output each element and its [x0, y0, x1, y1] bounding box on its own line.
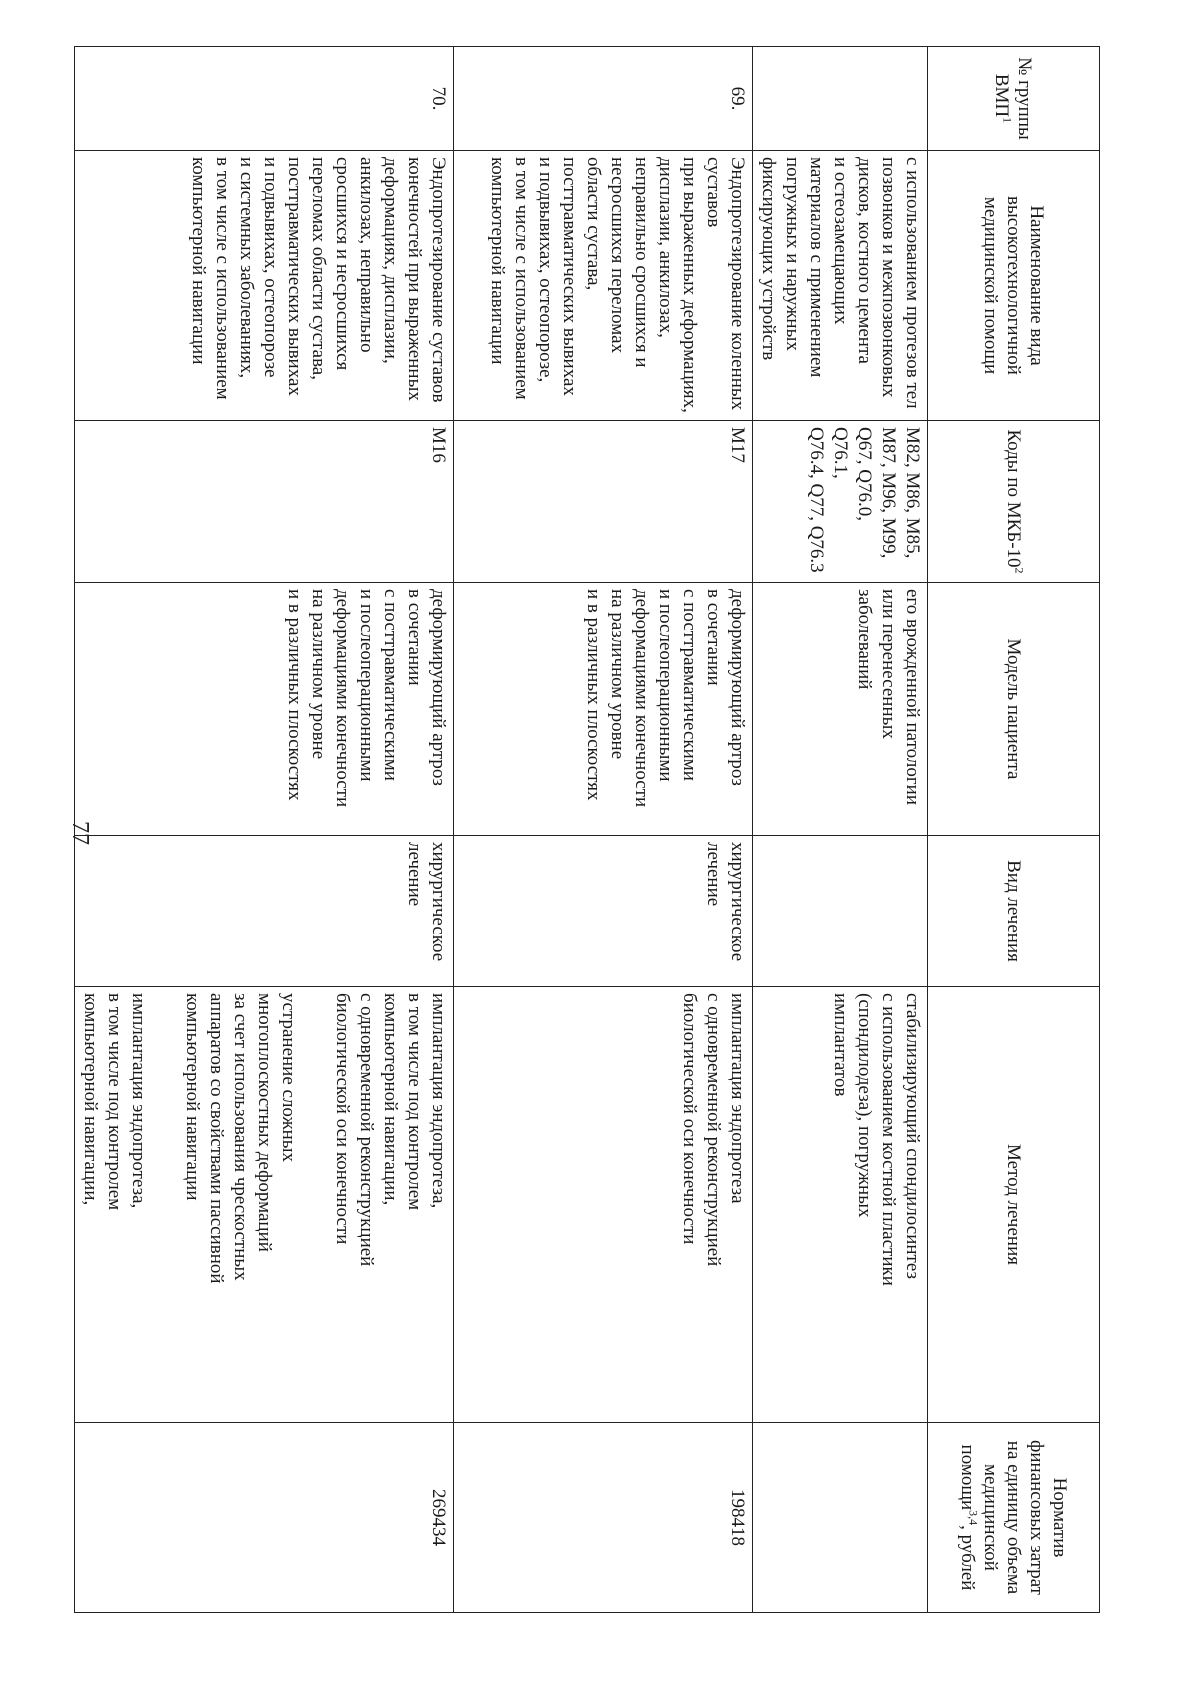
vmp-table-sheet	[80, 46, 1100, 1612]
table-row	[454, 47, 753, 1613]
treatment-method-item: имплантация эндопротеза, в том числе под контролем компьютерной навигации, с одновременной реконструкцией биологической оси конечности	[332, 993, 449, 1267]
cost-norm-cell	[753, 1423, 928, 1613]
patient-model-cell: его врожденной патологии или перенесенных заболеваний	[753, 583, 928, 836]
patient-model-cell: деформирующий артроз в сочетании с посттравматическими и послеоперационными деформациями конечности на различном уровне и в различных плоскостях	[454, 583, 753, 836]
vmp-name-cell: Эндопротезирование коленных суставов при выраженных деформациях, дисплазии, анкилозах, неправильно сросшихся и несросшихся переломах области сустава, посттравматических вывихах и подвывихах, остеопорозе, в том числе с использованием компьютерной навигации	[454, 151, 753, 421]
treatment-method-cell	[454, 987, 753, 1423]
icd-codes-cell: M16	[75, 421, 454, 583]
header-row	[928, 47, 1100, 1613]
treatment-method-item: устранение сложных многоплоскостных деформаций за счет использования чрескостных аппаратов со свойствами пассивной компьютерной навигации	[182, 993, 299, 1284]
header-treatment-method: Метод лечения	[928, 987, 1100, 1423]
treatment-method-item: имплантация эндопротеза с одновременной реконструкцией биологической оси конечности	[679, 993, 748, 1267]
page-number: 77	[67, 821, 93, 845]
treatment-method-item: имплантация эндопротеза, в том числе под контролем компьютерной навигации,	[80, 993, 149, 1211]
cost-norm-cell: 198418	[454, 1423, 753, 1613]
header-vmp-name: Наименование вида высокотехнологичной медицинской помощи	[928, 151, 1100, 421]
icd-codes-cell: M17	[454, 421, 753, 583]
table-row	[753, 47, 928, 1613]
treatment-method-cell	[753, 987, 928, 1423]
cost-norm-cell: 269434	[75, 1423, 454, 1613]
patient-model-cell: деформирующий артроз в сочетании с посттравматическими и послеоперационными деформациями конечности на различном уровне и в различных плоскостях	[75, 583, 454, 836]
icd-codes-cell: M82, M86, M85, M87, M96, M99, Q67, Q76.0, Q76.1, Q76.4, Q77, Q76.3	[753, 421, 928, 583]
group-number-cell: 69.	[454, 47, 753, 151]
group-number-cell: 70.	[75, 47, 454, 151]
header-cost-norm: Норматив финансовых затрат на единицу объема медицинской помощи$^{3,4}$, рублей	[928, 1423, 1100, 1613]
treatment-type-cell: хирургическое лечение	[454, 836, 753, 987]
treatment-type-cell: хирургическое лечение	[75, 836, 454, 987]
treatment-method-item: стабилизирующий спондилосинтез с использованием костной пластики (спондилодеза), погружных имплантатов	[830, 993, 923, 1286]
treatment-type-cell	[753, 836, 928, 987]
header-patient-model: Модель пациента	[928, 583, 1100, 836]
header-group-number: № группы ВМП$^1$	[928, 47, 1100, 151]
vmp-name-cell: с использованием протезов тел позвонков и межпозвонковых дисков, костного цемента и остеозамещающих материалов с применением погружных и наружных фиксирующих устройств	[753, 151, 928, 421]
vmp-table	[74, 46, 1100, 1613]
table-row	[75, 47, 454, 1613]
group-number-cell	[753, 47, 928, 151]
vmp-name-cell: Эндопротезирование суставов конечностей при выраженных деформациях, дисплазии, анкилозах, неправильно сросшихся и несросшихся переломах области сустава, посттравматических вывихах и подвывихах, остеопорозе и системных заболеваниях, в том числе с использованием компьютерной навигации	[75, 151, 454, 421]
header-icd-codes: Коды по МКБ-$10^2$	[928, 421, 1100, 583]
header-treatment-type: Вид лечения	[928, 836, 1100, 987]
treatment-method-cell	[75, 987, 454, 1423]
